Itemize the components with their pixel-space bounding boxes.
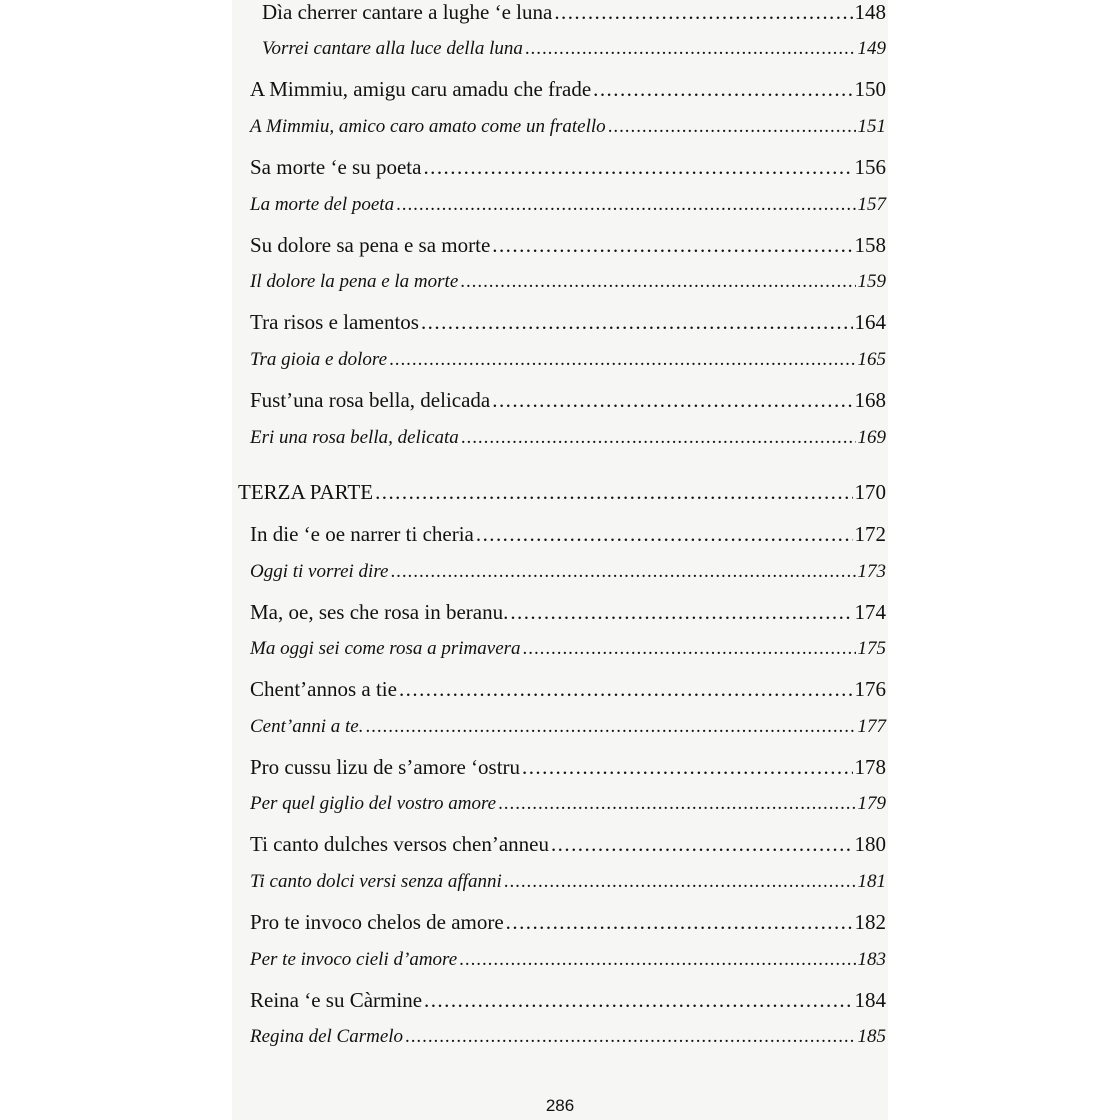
- toc-entry-title: Reina ‘e su Càrmine: [250, 988, 423, 1012]
- toc-entry-title: Dìa cherrer cantare a lughe ‘e luna: [262, 0, 553, 24]
- toc-entry: [250, 77, 886, 102]
- toc-entry: [250, 949, 886, 971]
- toc-entry: [250, 1026, 886, 1048]
- toc-entry-title: Tra risos e lamentos: [250, 310, 419, 334]
- toc-entry-title: Pro cussu lizu de s’amore ‘ostru: [250, 755, 521, 779]
- toc-entry-title: Per quel giglio del vostro amore: [250, 793, 497, 814]
- toc-entry-page: 174: [854, 600, 886, 624]
- toc-entry-page: 177: [857, 716, 886, 737]
- dot-leader: [365, 716, 855, 738]
- toc-entry-page: 175: [857, 638, 886, 659]
- toc-entry-title: Vorrei cantare alla luce della luna: [262, 38, 523, 59]
- toc-entry-title: In die ‘e oe narrer ti cheria: [250, 522, 474, 546]
- dot-leader: [423, 155, 852, 180]
- toc-entry: [250, 194, 886, 216]
- dot-leader: [510, 600, 852, 625]
- toc-entry: [250, 600, 886, 625]
- toc-entry-title: Regina del Carmelo: [250, 1026, 404, 1047]
- toc-entry-page: 157: [857, 194, 886, 215]
- dot-leader: [525, 38, 856, 60]
- toc-entry-page: 164: [854, 310, 886, 334]
- toc-part-heading: [238, 480, 886, 505]
- toc-entry-page: 179: [857, 793, 886, 814]
- toc-entry: [250, 988, 886, 1013]
- toc-entry-title: Cent’anni a te.: [250, 716, 364, 737]
- toc-entry-page: 149: [857, 38, 886, 59]
- toc-entry: [250, 116, 886, 138]
- toc-entry-title: Ma, oe, ses che rosa in beranu.: [250, 600, 509, 624]
- toc-entry-page: 172: [854, 522, 886, 546]
- toc-entry-title: La morte del poeta: [250, 194, 395, 215]
- toc-entry-page: 168: [854, 388, 886, 412]
- toc-entry-page: 181: [857, 871, 886, 892]
- toc-entry: [250, 349, 886, 371]
- toc-entry-title: Oggi ti vorrei dire: [250, 561, 389, 582]
- dot-leader: [593, 77, 852, 102]
- toc-entry-page: 159: [857, 271, 886, 292]
- toc-entry-page: 178: [854, 755, 886, 779]
- dot-leader: [421, 310, 853, 335]
- toc-entry-title: Sa morte ‘e su poeta: [250, 155, 422, 179]
- dot-leader: [504, 871, 856, 893]
- dot-leader: [523, 638, 856, 660]
- toc-entry-title: Chent’annos a tie: [250, 677, 397, 701]
- toc-entry: [250, 522, 886, 547]
- dot-leader: [554, 0, 852, 25]
- dot-leader: [396, 194, 855, 216]
- dot-leader: [461, 427, 856, 449]
- toc-entry-title: Ti canto dolci versi senza affanni: [250, 871, 502, 892]
- toc-entry-page: 156: [854, 155, 886, 179]
- page-number: 286: [545, 1096, 575, 1115]
- toc-entry-page: 183: [857, 949, 886, 970]
- toc-entry-title: Tra gioia e dolore: [250, 349, 388, 370]
- toc-entry-page: 165: [857, 349, 886, 370]
- toc-entry-title: Fust’una rosa bella, delicada: [250, 388, 491, 412]
- toc-entry-title: Ma oggi sei come rosa a primavera: [250, 638, 521, 659]
- toc-entry: [250, 561, 886, 583]
- toc-entry-title: Il dolore la pena e la morte: [250, 271, 459, 292]
- dot-leader: [424, 988, 852, 1013]
- toc-entry-title: Pro te invoco chelos de amore: [250, 910, 504, 934]
- dot-leader: [492, 388, 852, 413]
- toc-entry-page: 150: [854, 77, 886, 101]
- toc-entry: [250, 793, 886, 815]
- toc-entry: [250, 755, 886, 780]
- toc-entry-page: 173: [857, 561, 886, 582]
- toc-entry-page: 158: [854, 233, 886, 257]
- toc-entry: [250, 871, 886, 893]
- dot-leader: [399, 677, 853, 702]
- toc-entry: [250, 310, 886, 335]
- dot-leader: [460, 271, 855, 293]
- dot-leader: [459, 949, 855, 971]
- toc-entry: [262, 0, 886, 25]
- toc-entry-page: 148: [854, 0, 886, 24]
- toc-entry: [250, 271, 886, 293]
- toc-entry-title: Per te invoco cieli d’amore: [250, 949, 458, 970]
- dot-leader: [390, 561, 855, 583]
- toc-entry-title: A Mimmiu, amigu caru amadu che frade: [250, 77, 592, 101]
- dot-leader: [522, 755, 852, 780]
- toc-entry: [250, 233, 886, 258]
- toc-entry: [250, 638, 886, 660]
- toc-entry: [250, 716, 886, 738]
- toc-entry-page: 182: [854, 910, 886, 934]
- toc-entry: [250, 910, 886, 935]
- dot-leader: [551, 832, 853, 857]
- toc-entry-title: TERZA PARTE: [238, 480, 374, 504]
- toc-entry-page: 176: [854, 677, 886, 701]
- toc-entry-page: 185: [857, 1026, 886, 1047]
- toc-entry-page: 170: [854, 480, 886, 504]
- dot-leader: [498, 793, 855, 815]
- toc-entry: [250, 832, 886, 857]
- toc-entry-page: 169: [857, 427, 886, 448]
- dot-leader: [405, 1026, 855, 1048]
- toc-entry-title: Eri una rosa bella, delicata: [250, 427, 459, 448]
- toc-entry: [250, 427, 886, 449]
- toc-entry-title: A Mimmiu, amico caro amato come un fratello: [250, 116, 606, 137]
- toc-entry: [250, 388, 886, 413]
- dot-leader: [506, 910, 853, 935]
- dot-leader: [375, 480, 852, 505]
- toc-entry: [262, 38, 886, 60]
- toc-entry-title: Ti canto dulches versos chen’anneu: [250, 832, 549, 856]
- dot-leader: [492, 233, 852, 258]
- dot-leader: [476, 522, 853, 547]
- toc-entry-page: 180: [854, 832, 886, 856]
- toc-entry: [250, 155, 886, 180]
- toc-entry-page: 184: [854, 988, 886, 1012]
- toc-entry-title: Su dolore sa pena e sa morte: [250, 233, 491, 257]
- toc-entry-page: 151: [857, 116, 886, 137]
- toc-entry: [250, 677, 886, 702]
- dot-leader: [389, 349, 855, 371]
- dot-leader: [608, 116, 856, 138]
